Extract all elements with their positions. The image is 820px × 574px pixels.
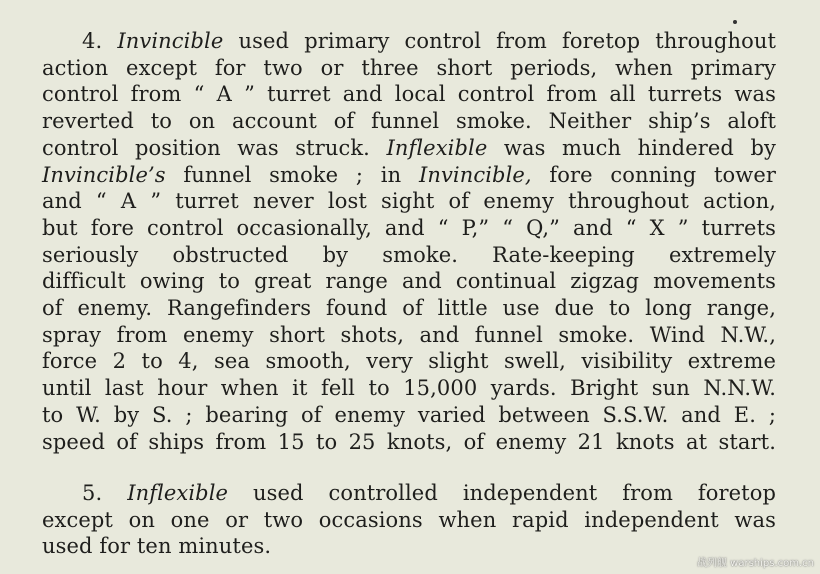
paragraph-4 (42, 28, 776, 455)
text-line: reverted to on account of funnel smoke. Neither ship’s aloft (42, 109, 776, 134)
text-line: speed of ships from 15 to 25 knots, of enemy 21 knots at start. (42, 429, 776, 454)
text-line: force 2 to 4, sea smooth, very slight swell, visibility extreme (42, 349, 776, 374)
text-line: spray from enemy short shots, and funnel smoke. Wind N.W., (42, 322, 776, 347)
text-line: 5. Inflexible used controlled independent from foretop (82, 481, 777, 505)
text-line: but fore control occasionally, and “ P,” “ Q,” and “ X ” turrets (42, 215, 776, 240)
text-line: 4. Invincible used primary control from foretop throughout (82, 29, 777, 53)
text-line: control from “ A ” turret and local control from all turrets was (42, 82, 776, 107)
text-line: to W. by S. ; bearing of enemy varied between S.S.W. and E. ; (42, 402, 776, 427)
text-line: Invincible’s funnel smoke ; in Invincible, fore conning tower (42, 162, 776, 187)
text-line: of enemy. Rangefinders found of little use due to long range, (42, 296, 776, 321)
paragraph-5 (42, 480, 776, 560)
text-line: difficult owing to great range and continual zigzag movements (42, 269, 776, 294)
speck-mark (733, 20, 737, 24)
watermark: 战列舰 warships.com.cn (696, 558, 814, 569)
text-line: control position was struck. Inflexible was much hindered by (42, 135, 776, 160)
text-line: action except for two or three short periods, when primary (42, 55, 776, 80)
text-line: used for ten minutes. (42, 534, 272, 559)
text-line: and “ A ” turret never lost sight of enemy throughout action, (42, 189, 776, 214)
text-line: except on one or two occasions when rapid independent was (42, 507, 776, 532)
text-line: seriously obstructed by smoke. Rate-keeping extremely (42, 242, 776, 267)
text-line: until last hour when it fell to 15,000 yards. Bright sun N.N.W. (42, 376, 776, 401)
